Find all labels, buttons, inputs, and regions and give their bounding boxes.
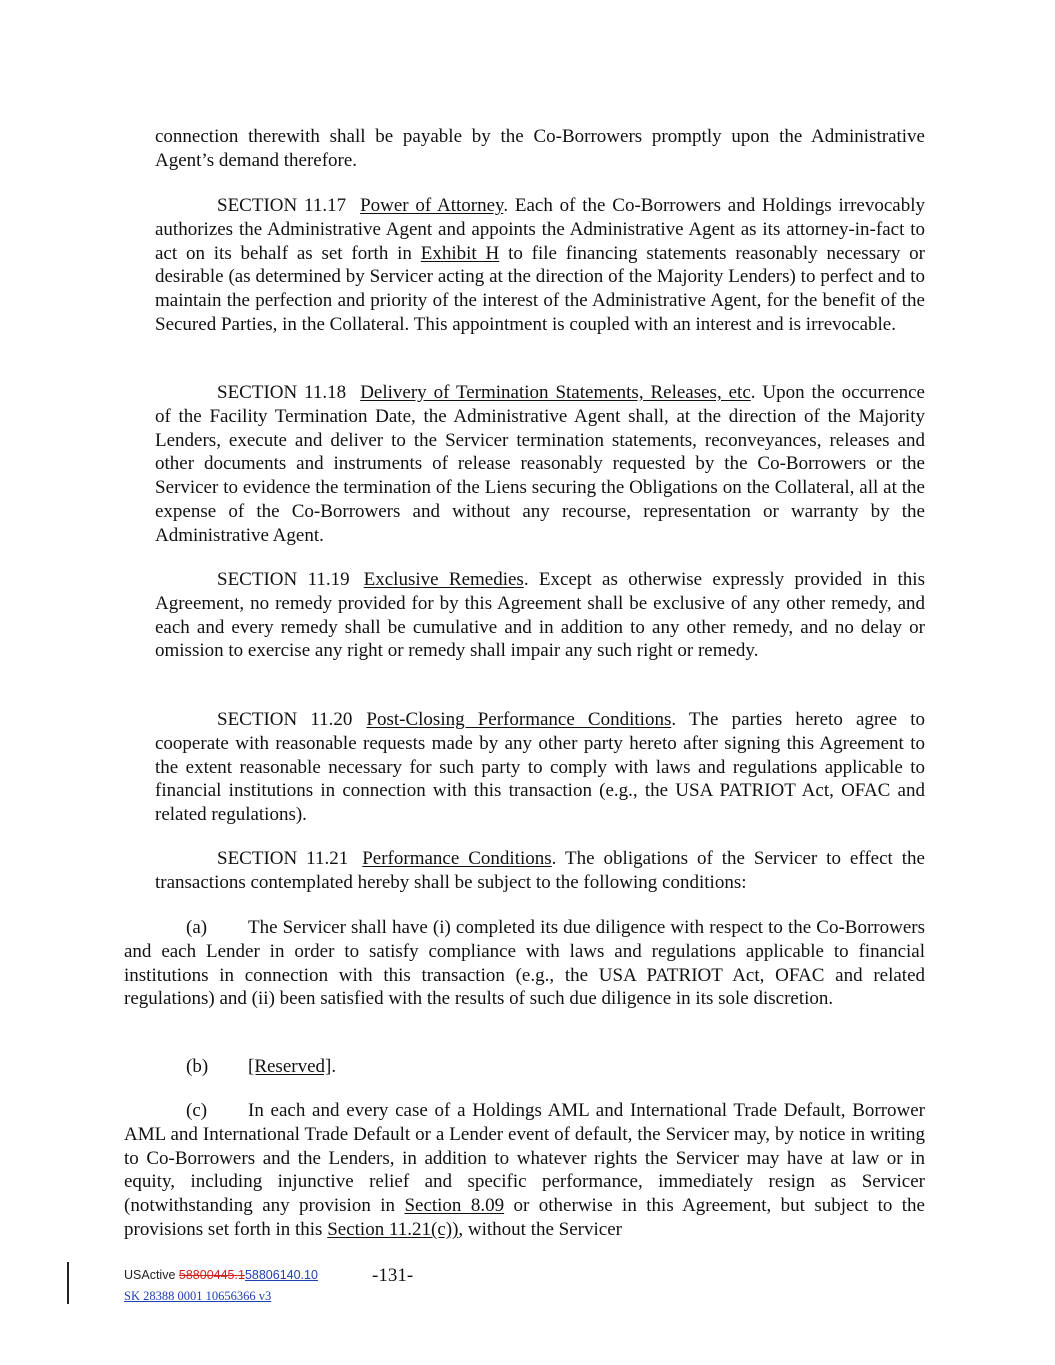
change-bar [67, 1262, 69, 1304]
subsection-label: (c) [186, 1100, 208, 1121]
section-number: SECTION 11.17 [217, 195, 347, 216]
subsection-text: In each and every case of a Holdings AML and International Trade Default, Borrower AML and International Trade Default or a Lender event of default, the Servicer may, by notice in writing to Co-Borrowers and the Lenders, in addition to whatever rights the Servicer may have at law or in equity, including injunctive relief and specific performance, immediately resign as Servicer (notwithstanding any provision in [124, 1100, 925, 1217]
doc-prefix: USActive [124, 1268, 179, 1282]
deleted-doc-id: 58800445.1 [178, 1268, 245, 1282]
section-number: SECTION 11.21 [217, 848, 349, 869]
subsection-b [124, 1055, 925, 1079]
section-text: . Except as otherwise expressly provided in this Agreement, no remedy provided for by this Agreement shall be exclusive of any other remedy, and each and every remedy shall be cumulative and in addition to any other remedy, and no delay or omission to exercise any right or remedy shall impair any such right or remedy. [155, 569, 925, 662]
subsection-label: (a) [186, 917, 208, 938]
section-number: SECTION 11.19 [217, 569, 350, 590]
inserted-doc-id: 58806140.10 [244, 1268, 318, 1282]
section-title: Post-Closing Performance Conditions [366, 709, 672, 730]
paragraph-continuation [155, 125, 925, 173]
subsection-text: or otherwise in this Agreement, but subject to the provisions set forth in this [124, 1195, 925, 1240]
section-11-19 [155, 568, 925, 663]
section-11-18 [155, 381, 925, 548]
section-title: Power of Attorney [360, 195, 504, 216]
section-reference: Section 11.21(c)) [327, 1218, 459, 1240]
section-title: Exclusive Remedies [363, 569, 524, 590]
subsection-a [124, 916, 925, 1011]
exhibit-reference: Exhibit H [420, 242, 500, 264]
paragraph-text: connection therewith shall be payable by the Co-Borrowers promptly upon the Administrative Agent’s demand therefore. [155, 126, 925, 171]
section-text: . Each of the Co-Borrowers and Holdings irrevocably authorizes the Administrative Agent and appoints the Administrative Agent as its attorney-in-fact to act on its behalf as set forth in [155, 195, 925, 264]
section-text: . The obligations of the Servicer to effect the transactions contemplated hereby shall be subject to the following conditions: [155, 848, 925, 893]
section-text: . The parties hereto agree to cooperate with reasonable requests made by any other party hereto after signing this Agreement to the extent reasonable necessary for such party to comply with laws and regulations applicable to financial institutions in connection with this transaction (e.g., the USA PATRIOT Act, OFAC and related regulations). [155, 709, 925, 826]
subsection-label: (b) [186, 1056, 209, 1077]
section-11-17 [155, 194, 925, 337]
subsection-trail: . [331, 1056, 337, 1077]
subsection-text: The Servicer shall have (i) completed its due diligence with respect to the Co-Borrowers and each Lender in order to satisfy compliance with laws and regulations applicable to financial institutions in connection with this transaction (e.g., the USA PATRIOT Act, OFAC and related regulations) and (ii) been satisfied with the results of such due diligence in its sole discretion. [124, 917, 925, 1010]
section-title: Delivery of Termination Statements, Releases, etc [360, 382, 751, 403]
section-text: . Upon the occurrence of the Facility Termination Date, the Administrative Agent shall, at the direction of the Majority Lenders, execute and deliver to the Servicer termination statements, reconveyances, releases and other documents and instruments of release reasonably requested by the Co-Borrowers or the Servicer to evidence the termination of the Liens securing the Obligations on the Collateral, all at the expense of the Co-Borrowers and without any recourse, representation or warranty by the Administrative Agent. [155, 382, 925, 546]
section-text: to file financing statements reasonably necessary or desirable (as determined by Servicer acting at the direction of the Majority Lenders) to perfect and to maintain the perfection and priority of the interest of the Administrative Agent, for the benefit of the Secured Parties, in the Collateral. This appointment is coupled with an interest and is irrevocable. [155, 242, 925, 335]
footer-doc-id [124, 1268, 318, 1282]
section-number: SECTION 11.18 [217, 382, 347, 403]
subsection-c [124, 1099, 925, 1242]
section-number: SECTION 11.20 [217, 709, 353, 730]
section-title: Performance Conditions [362, 848, 552, 869]
section-reference: Section 8.09 [404, 1195, 505, 1217]
footer-reference: SK 28388 0001 10656366 v3 [124, 1289, 272, 1303]
section-11-20 [155, 708, 925, 827]
reserved-text: [Reserved] [248, 1056, 332, 1077]
page-number: -131- [372, 1265, 414, 1286]
subsection-text: , without the Servicer [458, 1218, 622, 1240]
section-11-21 [155, 847, 925, 895]
